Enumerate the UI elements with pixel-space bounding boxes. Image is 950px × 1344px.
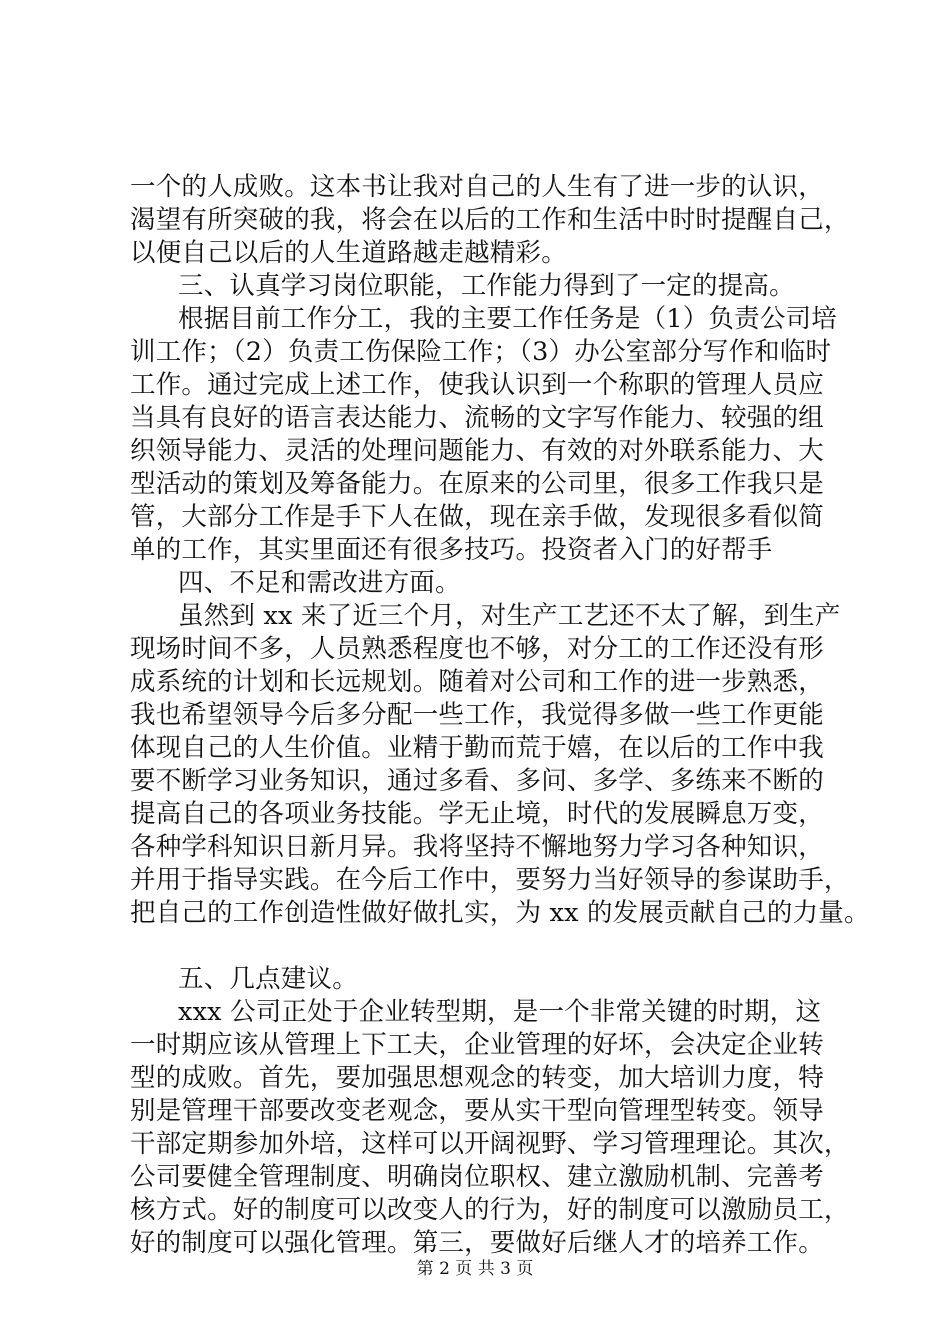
text-line: 好的制度可以强化管理。第三，要做好后继人才的培养工作。 <box>130 1228 824 1258</box>
text-line: 一个的人成败。这本书让我对自己的人生有了进一步的认识， <box>130 172 824 202</box>
text-line: 别是管理干部要改变老观念，要从实干型向管理型转变。领导 <box>130 1096 824 1126</box>
text-line: 单的工作，其实里面还有很多技巧。投资者入门的好帮手 <box>130 535 773 565</box>
text-line: 体现自己的人生价值。业精于勤而荒于嬉，在以后的工作中我 <box>130 733 824 763</box>
text-line: 一时期应该从管理上下工夫，企业管理的好坏，会决定企业转 <box>130 1030 824 1060</box>
section-heading-3: 三、认真学习岗位职能，工作能力得到了一定的提高。 <box>178 271 795 301</box>
text-line: 虽然到 xx 来了近三个月，对生产工艺还不太了解，到生产 <box>178 601 841 631</box>
text-line: 各种学科知识日新月异。我将坚持不懈地努力学习各种知识， <box>130 832 824 862</box>
text-line: 训工作；（2）负责工伤保险工作；（3）办公室部分写作和临时 <box>130 337 832 367</box>
text-line: 成系统的计划和长远规划。随着对公司和工作的进一步熟悉， <box>130 667 824 697</box>
text-line: 型的成败。首先，要加强思想观念的转变，加大培训力度，特 <box>130 1063 824 1093</box>
text-line: 根据目前工作分工，我的主要工作任务是（1）负责公司培 <box>178 304 837 334</box>
text-line: 织领导能力、灵活的处理问题能力、有效的对外联系能力、大 <box>130 436 824 466</box>
text-line: 我也希望领导今后多分配一些工作，我觉得多做一些工作更能 <box>130 700 824 730</box>
section-heading-5: 五、几点建议。 <box>178 964 358 994</box>
text-line: 把自己的工作创造性做好做扎实，为 xx 的发展贡献自己的力量。 <box>130 898 870 928</box>
text-line: 型活动的策划及筹备能力。在原来的公司里，很多工作我只是 <box>130 469 824 499</box>
text-line: 当具有良好的语言表达能力、流畅的文字写作能力、较强的组 <box>130 403 824 433</box>
section-heading-4: 四、不足和需改进方面。 <box>178 568 461 598</box>
text-line: 核方式。好的制度可以改变人的行为，好的制度可以激励员工， <box>130 1195 850 1225</box>
text-line: 提高自己的各项业务技能。学无止境，时代的发展瞬息万变， <box>130 799 824 829</box>
text-line: 公司要健全管理制度、明确岗位职权、建立激励机制、完善考 <box>130 1162 824 1192</box>
text-line: 干部定期参加外培，这样可以开阔视野、学习管理理论。其次， <box>130 1129 850 1159</box>
text-line: 并用于指导实践。在今后工作中，要努力当好领导的参谋助手， <box>130 865 850 895</box>
text-line: xxx 公司正处于企业转型期，是一个非常关键的时期，这 <box>178 997 822 1027</box>
page-number-footer: 第 2 页 共 3 页 <box>416 1259 534 1279</box>
text-line: 工作。通过完成上述工作，使我认识到一个称职的管理人员应 <box>130 370 824 400</box>
text-line: 渴望有所突破的我，将会在以后的工作和生活中时时提醒自己， <box>130 205 850 235</box>
text-line: 现场时间不多，人员熟悉程度也不够，对分工的工作还没有形 <box>130 634 824 664</box>
text-line: 管，大部分工作是手下人在做，现在亲手做，发现很多看似简 <box>130 502 824 532</box>
text-line: 要不断学习业务知识，通过多看、多问、多学、多练来不断的 <box>130 766 824 796</box>
text-line: 以便自己以后的人生道路越走越精彩。 <box>130 238 567 268</box>
